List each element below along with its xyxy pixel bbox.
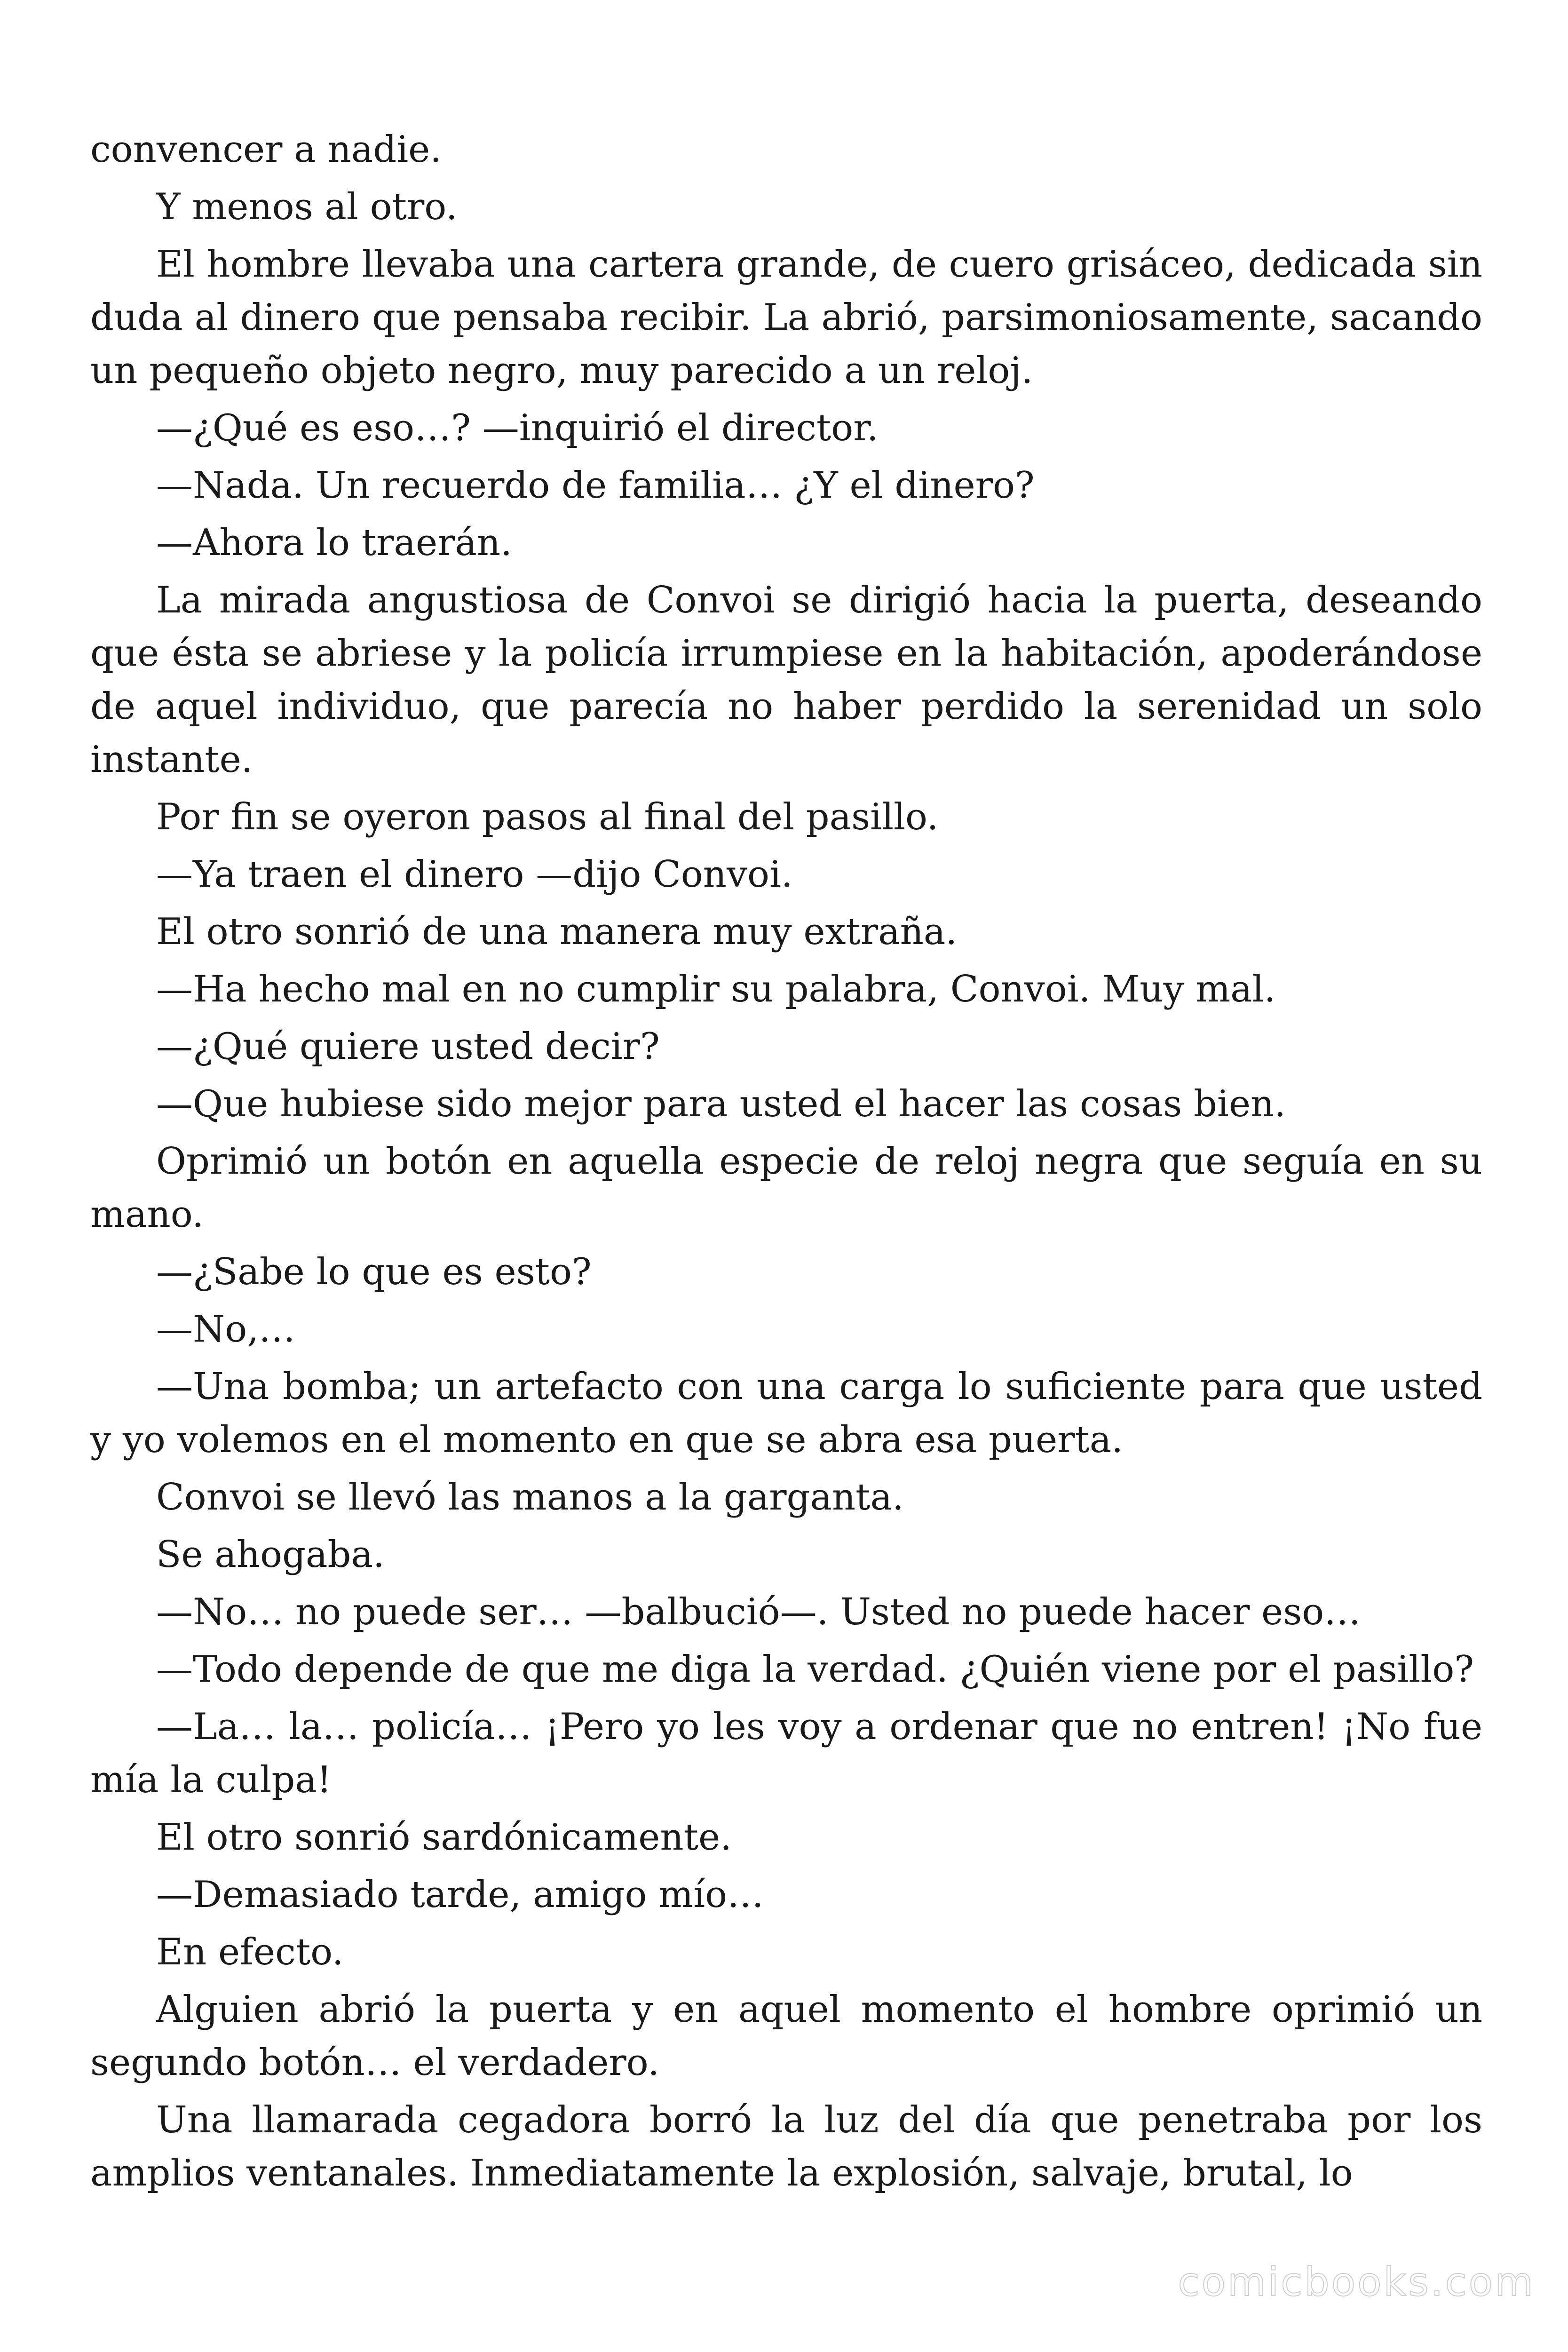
- paragraph: convencer a nadie.: [90, 128, 442, 171]
- paragraph: El otro sonrió sardónicamente.: [156, 1816, 732, 1859]
- paragraph: —Todo depende de que me diga la verdad. ¿Quién viene por el pasillo?: [156, 1648, 1474, 1691]
- paragraph: Se ahogaba.: [156, 1534, 385, 1576]
- paragraph: Alguien abrió la puerta y en aquel momento el hombre oprimió un segundo botón… el verdadero.: [90, 1988, 1482, 2084]
- paragraph: —Una bomba; un artefacto con una carga lo suficiente para que usted y yo volemos en el momento en que se abra esa puerta.: [90, 1366, 1482, 1461]
- paragraph: La mirada angustiosa de Convoi se dirigió hacia la puerta, deseando que ésta se abriese y la policía irrumpiese en la habitación, apoderándose de aquel individuo, que parecía no haber perdido la serenidad un solo instante.: [90, 579, 1482, 781]
- paragraph: —¿Qué es eso…? —inquirió el director.: [156, 407, 879, 449]
- paragraph: Por fin se oyeron pasos al final del pasillo.: [156, 796, 939, 838]
- paragraph: —Ha hecho mal en no cumplir su palabra, Convoi. Muy mal.: [156, 968, 1276, 1010]
- paragraph: Convoi se llevó las manos a la garganta.: [156, 1476, 904, 1518]
- paragraph: —Demasiado tarde, amigo mío…: [156, 1874, 764, 1916]
- book-page: [90, 123, 1482, 2204]
- paragraph: —La… la… policía… ¡Pero yo les voy a ordenar que no entren! ¡No fue mía la culpa!: [90, 1706, 1482, 1801]
- watermark: comicbooks.com: [1178, 2259, 1535, 2305]
- paragraph: —No,…: [156, 1308, 296, 1351]
- paragraph: —Nada. Un recuerdo de familia… ¿Y el dinero?: [156, 464, 1035, 507]
- paragraph: En efecto.: [156, 1931, 344, 1973]
- paragraph: Oprimió un botón en aquella especie de reloj negra que seguía en su mano.: [90, 1140, 1482, 1236]
- paragraph: El hombre llevaba una cartera grande, de cuero grisáceo, dedicada sin duda al dinero que pensaba recibir. La abrió, parsimoniosamente, sacando un pequeño objeto negro, muy parecido a un reloj.: [90, 243, 1482, 392]
- paragraph: —¿Qué quiere usted decir?: [156, 1025, 660, 1068]
- paragraph: —No… no puede ser… —balbució—. Usted no puede hacer eso…: [156, 1591, 1361, 1633]
- paragraph: Y menos al otro.: [156, 186, 458, 228]
- paragraph: —Ahora lo traerán.: [156, 522, 512, 564]
- paragraph: Una llamarada cegadora borró la luz del día que penetraba por los amplios ventanales. Inmediatamente la explosión, salvaje, brutal, lo: [90, 2099, 1482, 2194]
- paragraph: —Ya traen el dinero —dijo Convoi.: [156, 853, 793, 896]
- paragraph: El otro sonrió de una manera muy extraña.: [156, 911, 958, 953]
- paragraph: —¿Sabe lo que es esto?: [156, 1251, 592, 1293]
- paragraph: —Que hubiese sido mejor para usted el hacer las cosas bien.: [156, 1083, 1286, 1125]
